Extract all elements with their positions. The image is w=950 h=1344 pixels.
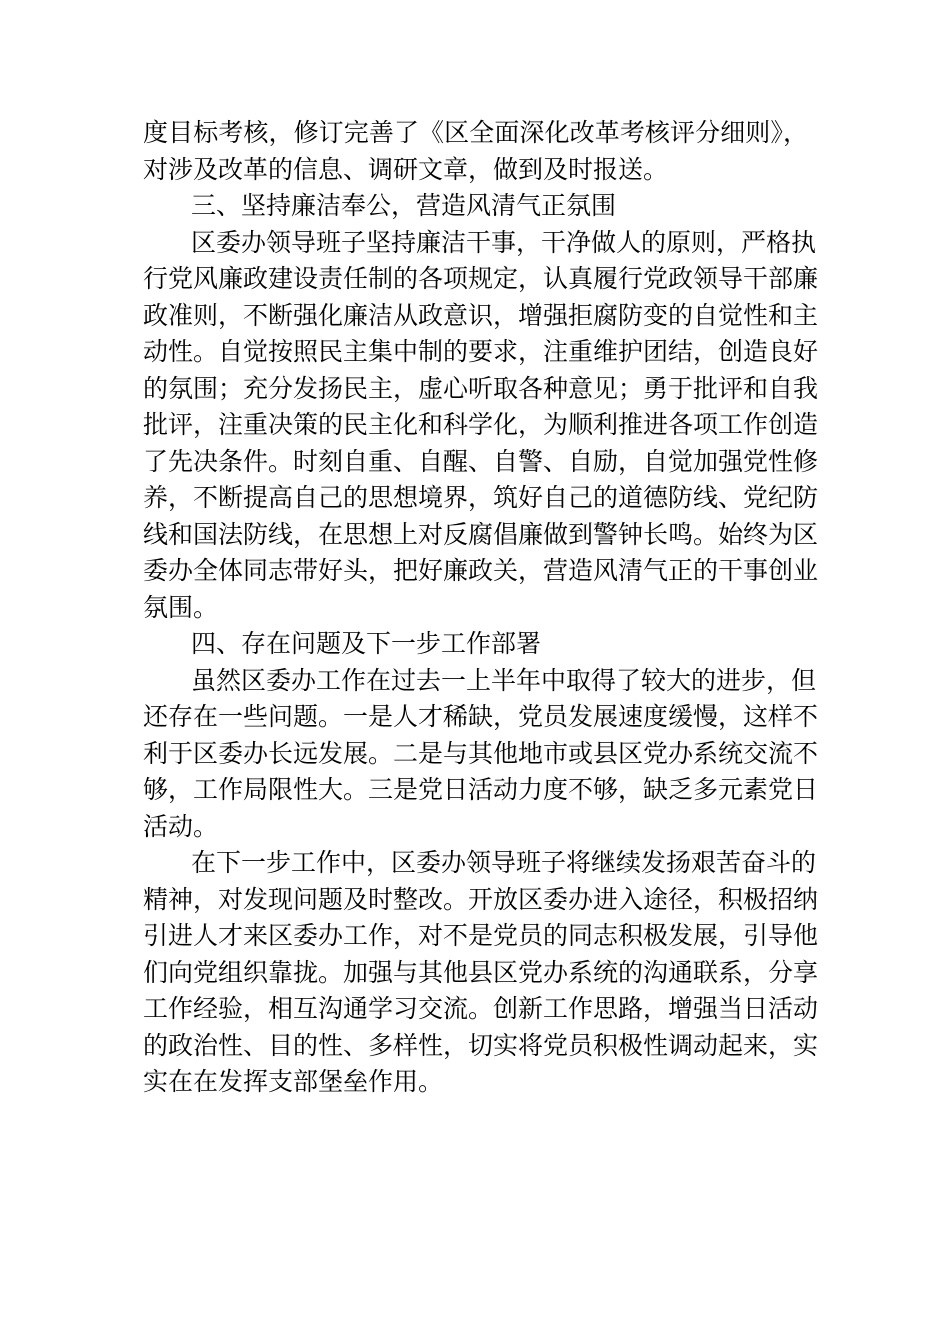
text-line: 够，工作局限性大。三是党日活动力度不够，缺乏多元素党日: [143, 775, 819, 804]
text-line: 动性。自觉按照民主集中制的要求，注重维护团结，创造良好: [143, 337, 819, 366]
text-line: 的氛围；充分发扬民主，虚心听取各种意见；勇于批评和自我: [143, 373, 819, 403]
text-line: 精神，对发现问题及时整改。开放区委办进入途径，积极招纳: [143, 884, 819, 914]
text-line: 的政治性、目的性、多样性，切实将党员积极性调动起来，实: [143, 1030, 819, 1060]
text-line: 氛围。: [143, 592, 219, 622]
text-line: 活动。: [143, 811, 219, 841]
text-line: 度目标考核，修订完善了《区全面深化改革考核评分细则》，: [143, 118, 808, 147]
document-body: [143, 115, 819, 1101]
text-line: 工作经验，相互沟通学习交流。创新工作思路，增强当日活动: [143, 994, 819, 1023]
paragraph-start: 区委办领导班子坚持廉洁干事，干净做人的原则，严格执: [191, 227, 817, 257]
section-heading-4: 四、存在问题及下一步工作部署: [191, 629, 542, 658]
text-line: 批评，注重决策的民主化和科学化，为顺利推进各项工作创造: [143, 410, 819, 439]
text-line: 还存在一些问题。一是人才稀缺，党员发展速度缓慢，这样不: [143, 702, 819, 731]
text-line: 了先决条件。时刻自重、自醒、自警、自励，自觉加强党性修: [143, 446, 819, 476]
text-line: 行党风廉政建设责任制的各项规定，认真履行党政领导干部廉: [143, 264, 819, 293]
text-line: 委办全体同志带好头，把好廉政关，营造风清气正的干事创业: [143, 556, 819, 585]
paragraph-start: 在下一步工作中，区委办领导班子将继续发扬艰苦奋斗的: [191, 848, 817, 877]
text-line: 们向党组织靠拢。加强与其他县区党办系统的沟通联系，分享: [143, 957, 819, 987]
text-line: 养，不断提高自己的思想境界，筑好自己的道德防线、党纪防: [143, 483, 819, 512]
text-line: 实在在发挥支部堡垒作用。: [143, 1067, 444, 1096]
paragraph-start: 虽然区委办工作在过去一上半年中取得了较大的进步，但: [191, 665, 817, 695]
text-line: 对涉及改革的信息、调研文章，做到及时报送。: [143, 154, 669, 184]
text-line: 引进人才来区委办工作，对不是党员的同志积极发展，引导他: [143, 921, 819, 950]
text-line: 利于区委办长远发展。二是与其他地市或县区党办系统交流不: [143, 738, 819, 768]
section-heading-3: 三、坚持廉洁奉公，营造风清气正氛围: [191, 191, 617, 220]
text-line: 政准则，不断强化廉洁从政意识，增强拒腐防变的自觉性和主: [143, 300, 819, 330]
text-line: 线和国法防线，在思想上对反腐倡廉做到警钟长鸣。始终为区: [143, 519, 819, 549]
